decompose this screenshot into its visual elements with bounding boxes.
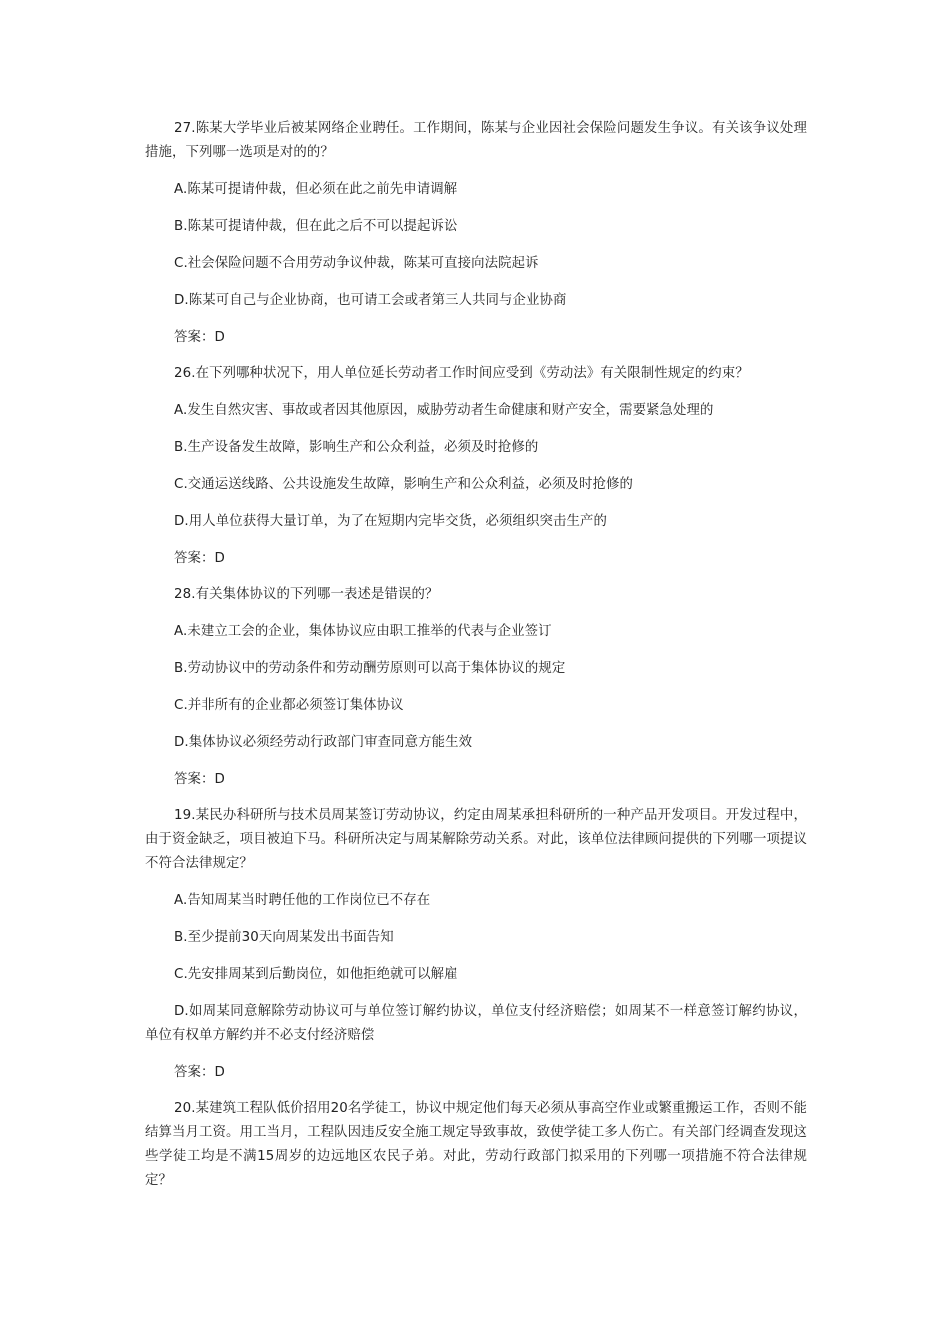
option-b: B.生产设备发生故障，影响生产和公众利益，必须及时抢修的 xyxy=(174,440,539,455)
option-d: D.陈某可自己与企业协商，也可请工会或者第三人共同与企业协商 xyxy=(174,293,567,308)
option-b: B.至少提前30天向周某发出书面告知 xyxy=(174,930,394,945)
option-c: C.社会保险问题不合用劳动争议仲裁，陈某可直接向法院起诉 xyxy=(174,256,539,271)
option-a: A.告知周某当时聘任他的工作岗位已不存在 xyxy=(174,893,431,908)
answer-line: 答案：D xyxy=(174,772,225,787)
question-stem: 28.有关集体协议的下列哪一表述是错误的？ xyxy=(174,587,439,602)
option-d: D.用人单位获得大量订单，为了在短期内完毕交货，必须组织突击生产的 xyxy=(174,514,607,529)
option-c: C.先安排周某到后勤岗位，如他拒绝就可以解雇 xyxy=(174,967,458,982)
answer-line: 答案：D xyxy=(174,1065,225,1080)
question-stem: 20.某建筑工程队低价招用20名学徒工，协议中规定他们每天必须从事高空作业或繁重搬运工作，否则不能结算当月工资。用工当月，工程队因违反安全施工规定导致事故，致使学徒工多人伤亡。有关部门经调查发现这些学徒工均是不满15周岁的边远地区农民子弟。对此，劳动行政部门拟采用的下列哪一项措施不符合法律规定？ xyxy=(145,1101,807,1188)
option-a: A.陈某可提请仲裁，但必须在此之前先申请调解 xyxy=(174,182,458,197)
answer-line: 答案：D xyxy=(174,330,225,345)
option-c: C.并非所有的企业都必须签订集体协议 xyxy=(174,698,404,713)
question-stem: 26.在下列哪种状况下，用人单位延长劳动者工作时间应受到《劳动法》有关限制性规定的约束？ xyxy=(174,366,749,381)
question-stem: 27.陈某大学毕业后被某网络企业聘任。工作期间，陈某与企业因社会保险问题发生争议。有关该争议处理措施，下列哪一选项是对的的？ xyxy=(145,121,807,160)
option-b: B.劳动协议中的劳动条件和劳动酬劳原则可以高于集体协议的规定 xyxy=(174,661,566,676)
option-d: D.如周某同意解除劳动协议可与单位签订解约协议，单位支付经济赔偿；如周某不一样意签订解约协议，单位有权单方解约并不必支付经济赔偿 xyxy=(145,1004,807,1043)
option-c: C.交通运送线路、公共设施发生故障，影响生产和公众利益，必须及时抢修的 xyxy=(174,477,633,492)
document-body xyxy=(145,117,807,1206)
question-stem: 19.某民办科研所与技术员周某签订劳动协议，约定由周某承担科研所的一种产品开发项目。开发过程中，由于资金缺乏，项目被迫下马。科研所决定与周某解除劳动关系。对此，该单位法律顾问提供的下列哪一项提议不符合法律规定？ xyxy=(145,808,807,871)
answer-line: 答案：D xyxy=(174,551,225,566)
option-a: A.未建立工会的企业，集体协议应由职工推举的代表与企业签订 xyxy=(174,624,552,639)
option-b: B.陈某可提请仲裁，但在此之后不可以提起诉讼 xyxy=(174,219,458,234)
option-d: D.集体协议必须经劳动行政部门审查同意方能生效 xyxy=(174,735,473,750)
option-a: A.发生自然灾害、事故或者因其他原因，威胁劳动者生命健康和财产安全，需要紧急处理的 xyxy=(174,403,714,418)
